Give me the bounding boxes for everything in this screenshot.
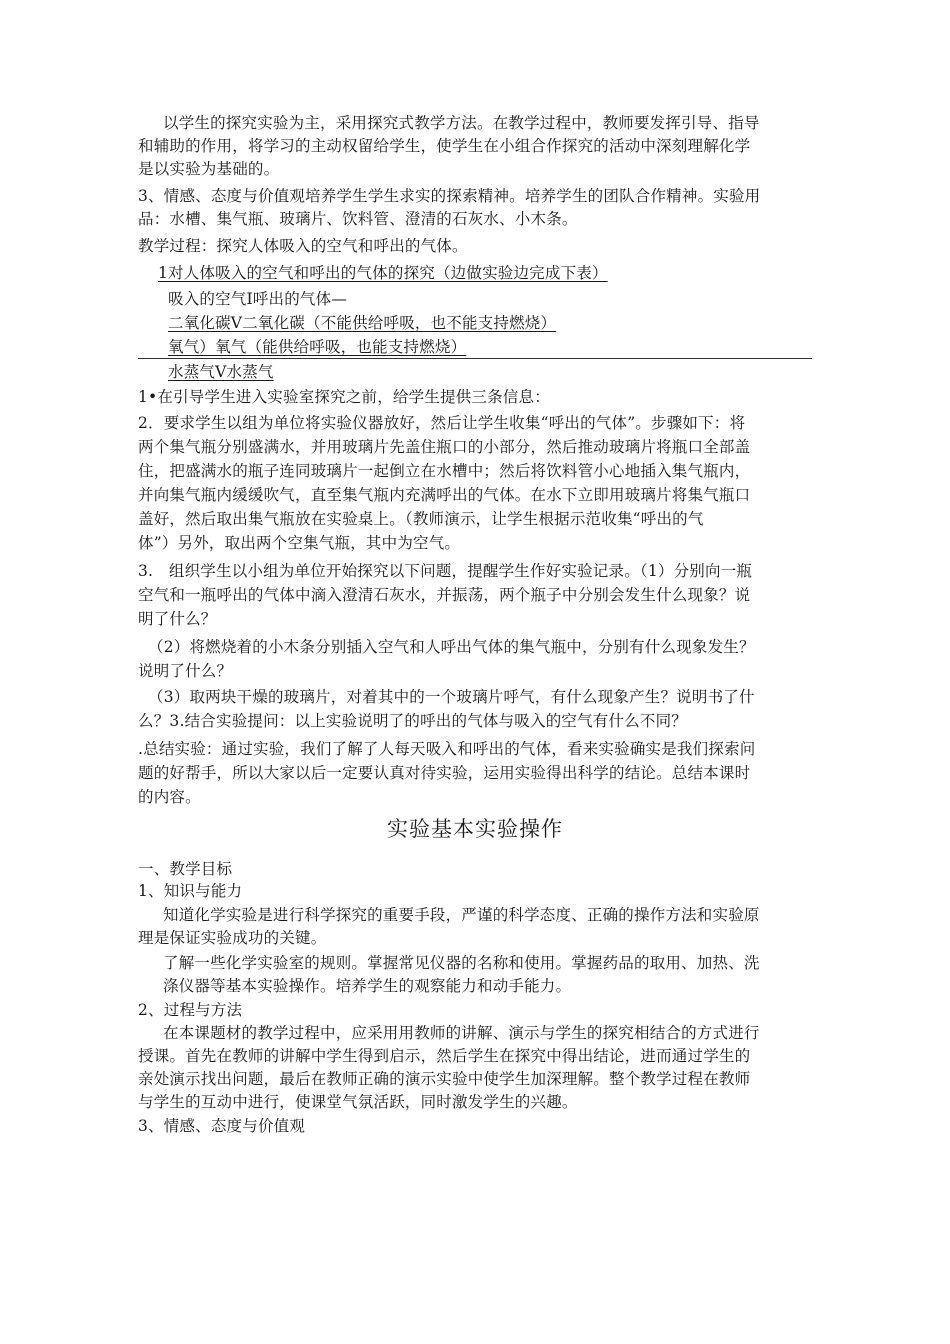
knowledge-line: 涤仪器等基本实验操作。培养学生的观察能力和动手能力。	[163, 977, 572, 995]
knowledge-line: 理是保证实验成功的关键。	[138, 929, 327, 947]
table-title: 1对人体吸入的空气和呼出的气体的探究（边做实验边完成下表）	[158, 264, 608, 282]
summary-line: 题的好帮手，所以大家以后一定要认真对待实验，运用实验得出科学的结论。总结本课时	[138, 764, 751, 782]
paragraph-line: 和辅助的作用，将学习的主动权留给学生，使学生在小组合作探究的活动中深刻理解化学	[138, 137, 751, 155]
step-2-line: 体”）另外，取出两个空集气瓶，其中为空气。	[138, 534, 461, 552]
table-row: 氧气）氧气（能供给呼吸，也能支持燃烧）	[168, 338, 467, 356]
knowledge-line: 知道化学实验是进行科学探究的重要手段，严谨的科学态度、正确的操作方法和实验原	[163, 906, 760, 924]
goals-heading: 一、教学目标	[138, 860, 233, 878]
step-3-line: 3. 组织学生以小组为单位开始探究以下问题，提醒学生作好实验记录。（1）分别向一瓶	[138, 562, 753, 580]
summary-line: 的内容。	[138, 788, 201, 806]
question-2-line: 说明了什么？	[138, 662, 233, 680]
paragraph-line: 以学生的探究实验为主，采用探究式教学方法。在教学过程中，教师要发挥引导、指导	[163, 114, 760, 132]
section-title: 实验基本实验操作	[387, 817, 563, 841]
knowledge-heading: 1、知识与能力	[138, 882, 243, 900]
emotion-heading: 3、情感、态度与价值观	[138, 1117, 306, 1135]
question-2-line: （2）将燃烧着的小木条分别插入空气和人呼出气体的集气瓶中，分别有什么现象发生？	[148, 638, 755, 656]
table-header: 吸入的空气I呼出的气体—	[168, 290, 348, 308]
step-2-line: 住，把盛满水的瓶子连同玻璃片一起倒立在水槽中；然后将饮料管小心地插入集气瓶内，	[138, 462, 751, 480]
knowledge-line: 了解一些化学实验室的规则。掌握常见仪器的名称和使用。掌握药品的取用、加热、洗	[163, 954, 760, 972]
paragraph-line: 品：水槽、集气瓶、玻璃片、饮料管、澄清的石灰水、小木条。	[138, 210, 578, 228]
paragraph-line: 3、情感、态度与价值观培养学生学生求实的探索精神。培养学生的团队合作精神。实验用	[138, 187, 761, 205]
method-line: 授课。首先在教师的讲解中学生得到启示，然后学生在探究中得出结论，进而通过学生的	[138, 1047, 751, 1065]
method-line: 与学生的互动中进行，使课堂气氛活跃，同时激发学生的兴趣。	[138, 1093, 578, 1111]
table-row: 水蒸气V水蒸气	[168, 363, 274, 381]
step-1: 1•在引导学生进入实验室探究之前，给学生提供三条信息：	[138, 388, 550, 406]
step-2-line: 并向集气瓶内缓缓吹气，直至集气瓶内充满呼出的气体。在水下立即用玻璃片将集气瓶口	[138, 486, 751, 504]
table-divider	[138, 358, 812, 359]
method-line: 亲处演示找出问题，最后在教师正确的演示实验中使学生加深理解。整个教学过程在教师	[138, 1070, 751, 1088]
step-2-line: 两个集气瓶分别盛满水，并用玻璃片先盖住瓶口的小部分，然后推动玻璃片将瓶口全部盖	[138, 438, 751, 456]
teaching-process: 教学过程：探究人体吸入的空气和呼出的气体。	[138, 237, 468, 255]
question-3-line: （3）取两块干燥的玻璃片，对着其中的一个玻璃片呼气，有什么现象产生？说明书了什	[148, 688, 755, 706]
table-row: 二氧化碳V二氧化碳（不能供给呼吸，也不能支持燃烧）	[168, 314, 557, 332]
paragraph-line: 是以实验为基础的。	[138, 160, 280, 178]
method-heading: 2、过程与方法	[138, 1001, 243, 1019]
method-line: 在本课题材的教学过程中，应采用用教师的讲解、演示与学生的探究相结合的方式进行	[163, 1024, 760, 1042]
step-3-line: 明了什么？	[138, 610, 217, 628]
step-3-line: 空气和一瓶呼出的气体中滴入澄清石灰水，并振荡，两个瓶子中分别会发生什么现象？说	[138, 586, 751, 604]
summary-line: .总结实验：通过实验，我们了解了人每天吸入和呼出的气体，看来实验确实是我们探索问	[138, 740, 756, 758]
question-3-line: 么？3.结合实验提问：以上实验说明了的呼出的气体与吸入的空气有什么不同？	[138, 712, 687, 730]
step-2-line: 2．要求学生以组为单位将实验仪器放好，然后让学生收集“呼出的气体”。步骤如下：将	[138, 414, 746, 432]
step-2-line: 盖好，然后取出集气瓶放在实验桌上。（教师演示，让学生根据示范收集“呼出的气	[138, 510, 704, 528]
